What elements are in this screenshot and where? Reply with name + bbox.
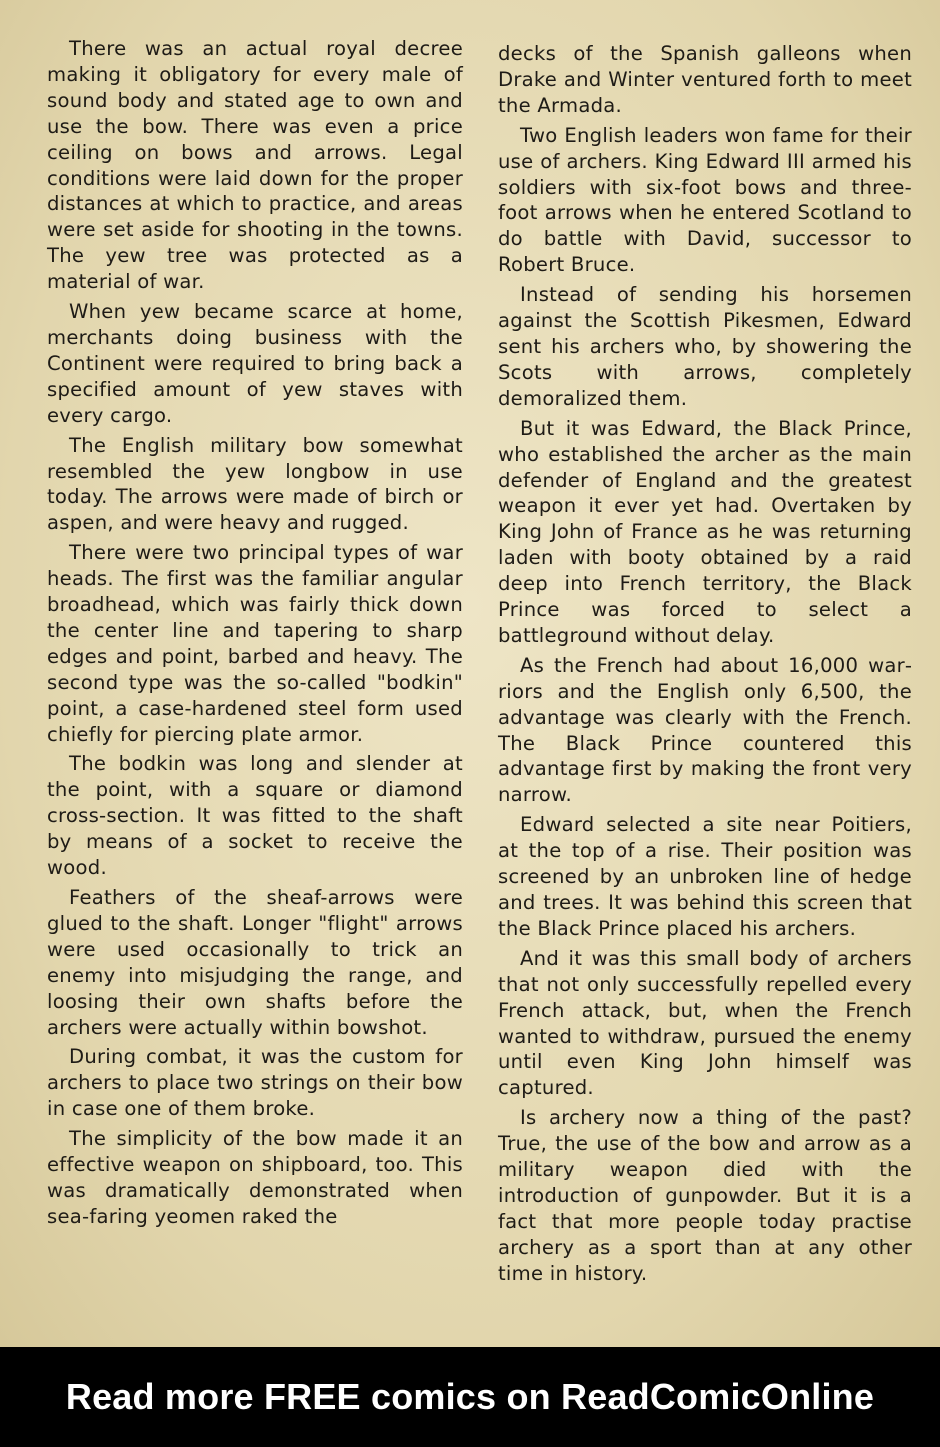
paragraph: The bodkin was long and slender at the point, with a square or diamond cross-section. It was fitted to the shaft by means of a socket to receive the wood. (47, 752, 463, 880)
promo-banner[interactable] (0, 1347, 940, 1447)
paragraph: Edward selected a site near Poitiers, at the top of a rise. Their position was screened by an unbroken line of hedge and trees. It was behind this screen that the Black Prince placed his archers. (498, 813, 912, 940)
paragraph: When yew became scarce at home, merchants doing business with the Continent were required to bring back a specified amount of yew staves with every cargo. (47, 300, 463, 427)
paragraph: There were two principal types of war heads. The first was the familiar angular broadhead, which was fairly thick down the center line and tapering to sharp edges and point, barbed and heavy. The second type was the so-called "bodkin" point, a case-hardened steel form used chiefly for piercing plate armor. (47, 541, 463, 746)
paragraph: Instead of sending his horsemen against the Scottish Pikesmen, Edward sent his archers who, by showering the Scots with arrows, completely demoralized them. (498, 283, 912, 410)
paragraph: Feathers of the sheaf-arrows were glued to the shaft. Longer "flight" arrows were used occasionally to trick an enemy into misjudging the range, and loosing their own shafts before the archers were actually within bowshot. (47, 886, 463, 1039)
paragraph: Is archery now a thing of the past? True, the use of the bow and arrow as a military weapon died with the introduction of gunpowder. But it is a fact that more people today practise archery as a sport than at any other time in history. (498, 1106, 912, 1285)
paragraph: Two English leaders won fame for their use of archers. King Edward III armed his soldiers with six-foot bows and three-foot arrows when he entered Scotland to do battle with David, successor to Robert Bruce. (498, 123, 912, 277)
paragraph: decks of the Spanish galleons when Drake and Winter ventured forth to meet the Armada. (498, 42, 912, 117)
paragraph: The English military bow somewhat resembled the yew longbow in use today. The arrows were made of birch or aspen, and were heavy and rugged. (47, 433, 463, 535)
paragraph: As the French had about 16,000 warriors and the English only 6,500, the advantage was clearly with the French. The Black Prince countered this advantage first by making the front very narrow. (498, 653, 912, 807)
article-right-column (498, 41, 912, 1291)
paragraph: And it was this small body of archers that not only successfully repelled every French attack, but, when the French wanted to withdraw, pursued the enemy until even King John himself was captured. (498, 946, 912, 1100)
paragraph: There was an actual royal decree making it obligatory for every male of sound body and stated age to own and use the bow. There was even a price ceiling on bows and arrows. Legal conditions were laid down for the proper distances at which to practice, and areas were set aside for shooting in the towns. The yew tree was protected as a material of war. (47, 37, 463, 294)
paragraph: But it was Edward, the Black Prince, who established the archer as the main defender of England and the greatest weapon it ever yet had. Overtaken by King John of France as he was returning laden with booty obtained by a raid deep into French territory, the Black Prince was forced to select a battleground without delay. (498, 416, 912, 647)
article-left-column (47, 36, 463, 1234)
paragraph: The simplicity of the bow made it an effective weapon on shipboard, too. This was dramatically demonstrated when sea-faring yeomen raked the (47, 1127, 463, 1228)
paragraph: During combat, it was the custom for archers to place two strings on their bow in case one of them broke. (47, 1045, 463, 1121)
promo-banner-text[interactable]: Read more FREE comics on ReadComicOnline (65, 1376, 875, 1417)
